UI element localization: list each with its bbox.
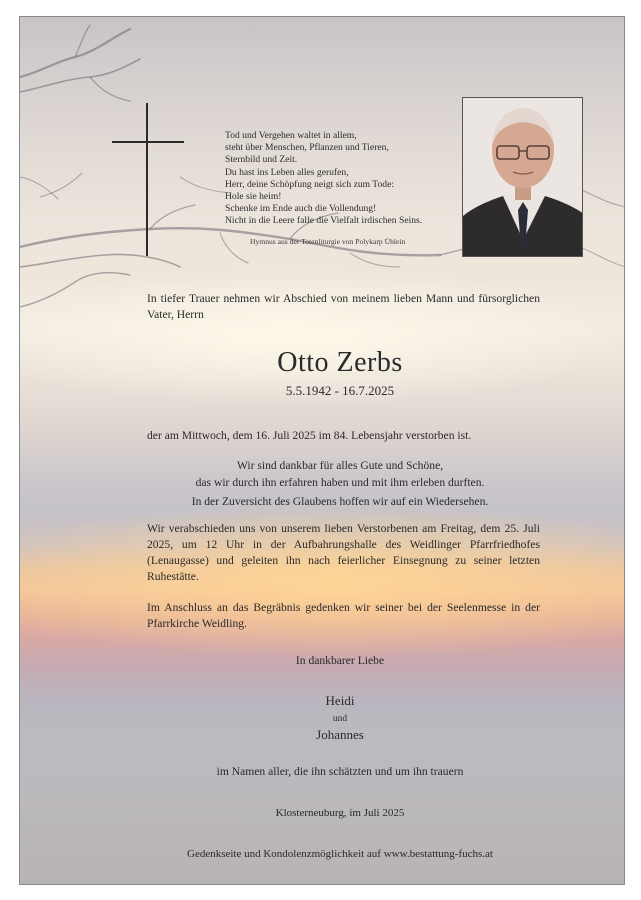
signer-and: und xyxy=(332,714,348,724)
footer-memorial-link[interactable]: Gedenkseite und Kondolenzmöglichkeit auf www.bestattung-fuchs.at xyxy=(187,848,493,860)
poem-line: steht über Menschen, Pflanzen und Tieren, xyxy=(225,142,389,154)
deceased-name: Otto Zerbs xyxy=(277,347,403,378)
poem-line: Du hast ins Leben alles gerufen, xyxy=(225,166,349,178)
closing-text: In dankbarer Liebe xyxy=(295,654,385,667)
poem-line: Hole sie heim! xyxy=(225,191,282,203)
cross-icon-bar xyxy=(112,141,184,143)
on-behalf-text: im Namen aller, die ihn schätzten und um ihn trauern xyxy=(216,765,464,778)
farewell-text: Wir verabschieden uns von unserem lieben Verstorbenen am Freitag, dem 25. Juli 2025, um 12 Uhr in der Aufbahrungshalle des Weidlinger Pfarrfriedhofes (Lenaugasse) und geleiten ihn nach feierlicher Einsegnung zu seiner letzten Ruhestätte. xyxy=(147,522,540,583)
gratitude-line: Wir sind dankbar für alles Gute und Schöne, xyxy=(236,459,444,472)
poem-line: Tod und Vergehen waltet in allem, xyxy=(225,130,357,141)
poem xyxy=(225,130,455,228)
poem-line: Sternbild und Zeit. xyxy=(225,154,298,166)
faith-text: In der Zuversicht des Glaubens hoffen wir auf ein Wiedersehen. xyxy=(191,495,489,508)
intro-text: In tiefer Trauer nehmen wir Abschied von meinem lieben Mann und fürsorglichen Vater, Herrn xyxy=(147,292,540,321)
poem-line: Herr, deine Schöpfung neigt sich zum Tode: xyxy=(225,178,395,190)
poem-line: Schenke im Ende auch die Vollendung! xyxy=(225,203,377,215)
gratitude-line: das wir durch ihn erfahren haben und mit ihm erleben durften. xyxy=(195,476,485,489)
obituary-card xyxy=(19,16,625,885)
signer-johannes: Johannes xyxy=(316,727,364,742)
life-dates: 5.5.1942 - 16.7.2025 xyxy=(285,383,395,398)
portrait-photo xyxy=(462,97,583,257)
cross-icon xyxy=(146,103,148,256)
mass-text: Im Anschluss an das Begräbnis gedenken wir seiner bei der Seelenmesse in der Pfarrkirche Weidling. xyxy=(147,601,540,630)
death-line: der am Mittwoch, dem 16. Juli 2025 im 84. Lebensjahr verstorben ist. xyxy=(147,429,472,442)
poem-source: Hymnus aus der Totenliturgie von Polykarp Ühlein xyxy=(250,237,406,246)
signer-heidi: Heidi xyxy=(325,693,355,708)
place-date: Klosterneuburg, im Juli 2025 xyxy=(275,807,405,819)
gratitude-text xyxy=(120,457,560,491)
poem-line: Nicht in die Leere falle die Vielfalt irdischen Seins. xyxy=(225,215,423,227)
